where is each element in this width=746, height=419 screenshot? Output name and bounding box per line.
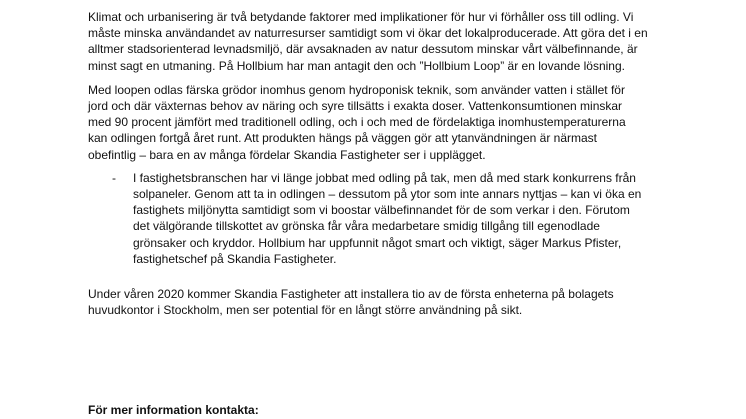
quote-list-item [88,170,648,267]
installation-paragraph: Under våren 2020 kommer Skandia Fastigheter att installera tio av de första enheterna på bolagets huvudkontor i Stockholm, men ser potential för en långt större användning på sikt. [88,287,614,318]
intro-paragraph: Klimat och urbanisering är två betydande faktorer med implikationer för hur vi förhåller oss till odling. Vi måste minska användandet av naturresurser samtidigt som vi ökar det lokalproducerade. Att göra det i en alltmer stadsorienterad levnadsmiljö, där avsaknaden av natur dessutom minskar vårt välbefinnande, är minst sagt en utmaning. På Hollbium har man antagit den och ”Hollbium Loop” är en lovande lösning. [88,10,648,73]
technology-paragraph: Med loopen odlas färska grödor inomhus genom hydroponisk teknik, som använder vatten i stället för jord och där växternas behov av näring och syre tillsätts i exakta doser. Vattenkonsumtionen minskar med 90 procent jämfört med traditionell odling, och i och med de fördelaktiga inomhustemperaturerna kan odlingen fortgå året runt. Att produkten hängs på väggen gör att ytanvändningen är närmast obefintlig – bara en av många fördelar Skandia Fastigheter ser i upplägget. [88,82,626,162]
dash-bullet: - [112,170,116,185]
document-body [88,9,648,318]
quote-text: I fastighetsbranschen har vi länge jobbat med odling på tak, men då med stark konkurrens från solpaneler. Genom att ta in odlingen – dessutom på ytor som inte annars nyttjas – kan vi öka en fastighets miljönytta samtidigt som vi boostar välbefinnandet för de som verkar i den. Förutom det välgörande tillskottet av grönska får våra medarbetare smidig tillgång till egenodlade grönsaker och kryddor. Hollbium har uppfunnit något smart och viktigt, säger Markus Pfister, fastighetschef på Skandia Fastigheter. [133,170,642,266]
contact-heading: För mer information kontakta: [88,403,259,417]
